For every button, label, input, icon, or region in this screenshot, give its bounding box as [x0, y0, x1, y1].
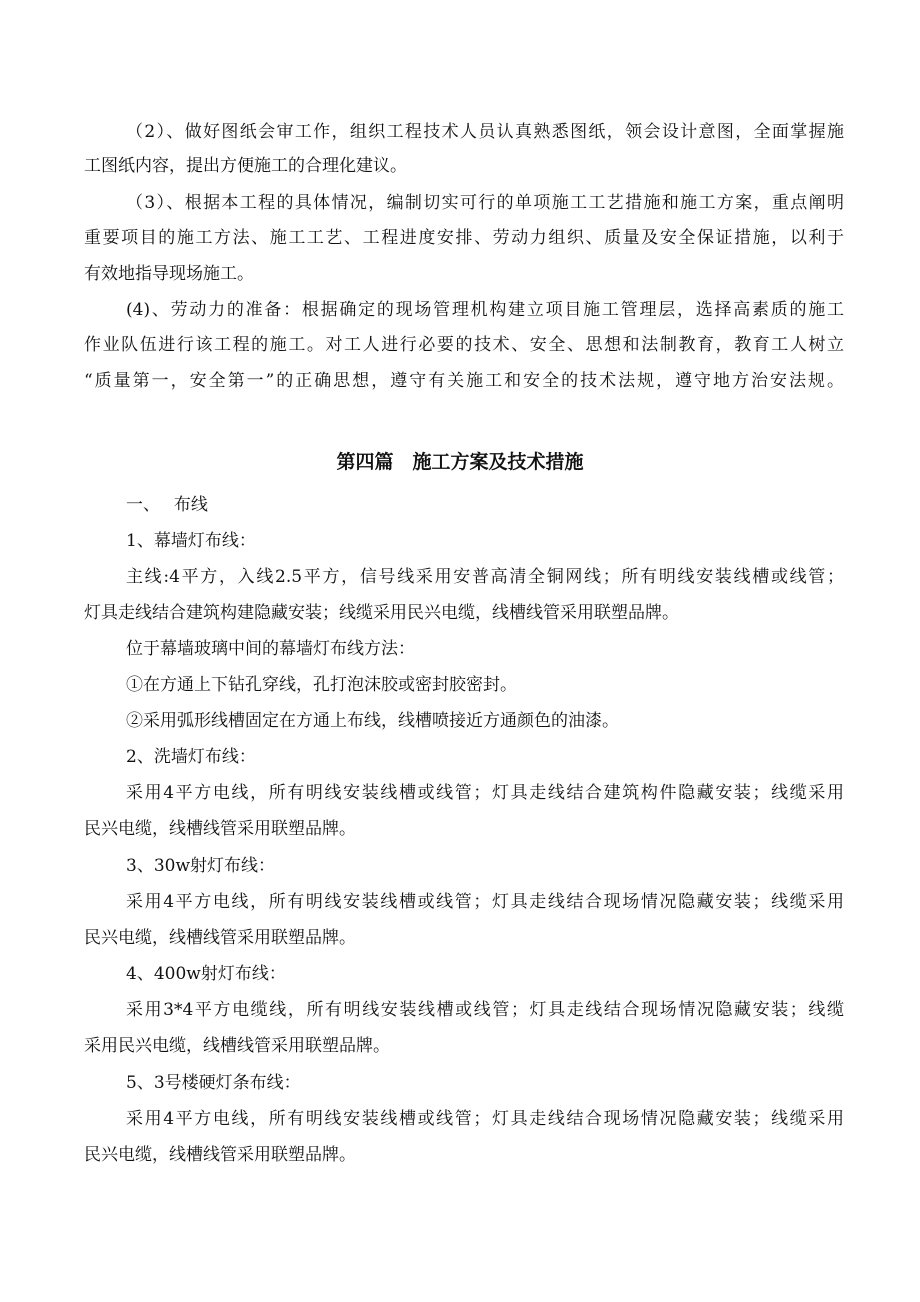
- paragraph-4-line-2: 作业队伍进行该工程的施工。对工人进行必要的技术、安全、思想和法制教育，教育工人树立: [84, 335, 844, 355]
- item-4-line-1: 采用3*4平方电缆线，所有明线安装线槽或线管；灯具走线结合现场情况隐藏安装；线缆: [126, 1000, 844, 1020]
- paragraph-3-line-3: 有效地指导现场施工。: [84, 264, 254, 284]
- item-3-title: 3、30w射灯布线：: [126, 856, 275, 876]
- item-2-title: 2、洗墙灯布线：: [126, 747, 256, 767]
- item-1-line-5: ②采用弧形线槽固定在方通上布线，线槽喷接近方通颜色的油漆。: [126, 711, 619, 731]
- subsection-wiring: 一、 布线: [126, 495, 208, 515]
- item-1-line-4: ①在方通上下钻孔穿线，孔打泡沫胶或密封胶密封。: [126, 675, 517, 695]
- paragraph-2-line-2: 工图纸内容，提出方便施工的合理化建议。: [84, 156, 407, 176]
- paragraph-3-line-1: （3）、根据本工程的具体情况，编制切实可行的单项施工工艺措施和施工方案，重点阐明: [126, 193, 844, 213]
- item-3-line-1: 采用4平方电线，所有明线安装线槽或线管；灯具走线结合现场情况隐藏安装；线缆采用: [126, 892, 844, 912]
- item-1-line-2: 灯具走线结合建筑构建隐藏安装；线缆采用民兴电缆，线槽线管采用联塑品牌。: [84, 603, 679, 623]
- item-1-line-3: 位于幕墙玻璃中间的幕墙灯布线方法：: [126, 639, 415, 659]
- item-5-line-1: 采用4平方电线，所有明线安装线槽或线管；灯具走线结合现场情况隐藏安装；线缆采用: [126, 1109, 844, 1129]
- item-2-line-1: 采用4平方电线，所有明线安装线槽或线管；灯具走线结合建筑构件隐藏安装；线缆采用: [126, 783, 844, 803]
- item-3-line-2: 民兴电缆，线槽线管采用联塑品牌。: [84, 928, 356, 948]
- paragraph-3-line-2: 重要项目的施工方法、施工工艺、工程进度安排、劳动力组织、质量及安全保证措施，以利于: [84, 228, 844, 248]
- item-2-line-2: 民兴电缆，线槽线管采用联塑品牌。: [84, 819, 356, 839]
- item-1-title: 1、幕墙灯布线：: [126, 531, 256, 551]
- paragraph-2-line-1: （2）、做好图纸会审工作，组织工程技术人员认真熟悉图纸，领会设计意图，全面掌握施: [126, 122, 844, 142]
- item-4-title: 4、400w射灯布线：: [126, 964, 286, 984]
- section-title: 第四篇 施工方案及技术措施: [336, 451, 584, 473]
- paragraph-4-line-3: “质量第一，安全第一”的正确思想，遵守有关施工和安全的技术法规，遵守地方治安法规。: [84, 371, 844, 391]
- item-4-line-2: 采用民兴电缆，线槽线管采用联塑品牌。: [84, 1036, 390, 1056]
- item-1-line-1: 主线:4平方，入线2.5平方，信号线采用安普高清全铜网线；所有明线安装线槽或线管；: [126, 567, 844, 587]
- item-5-line-2: 民兴电缆，线槽线管采用联塑品牌。: [84, 1145, 356, 1165]
- item-5-title: 5、3号楼硬灯条布线：: [126, 1073, 301, 1093]
- paragraph-4-line-1: (4)、劳动力的准备：根据确定的现场管理机构建立项目施工管理层，选择高素质的施工: [126, 300, 844, 320]
